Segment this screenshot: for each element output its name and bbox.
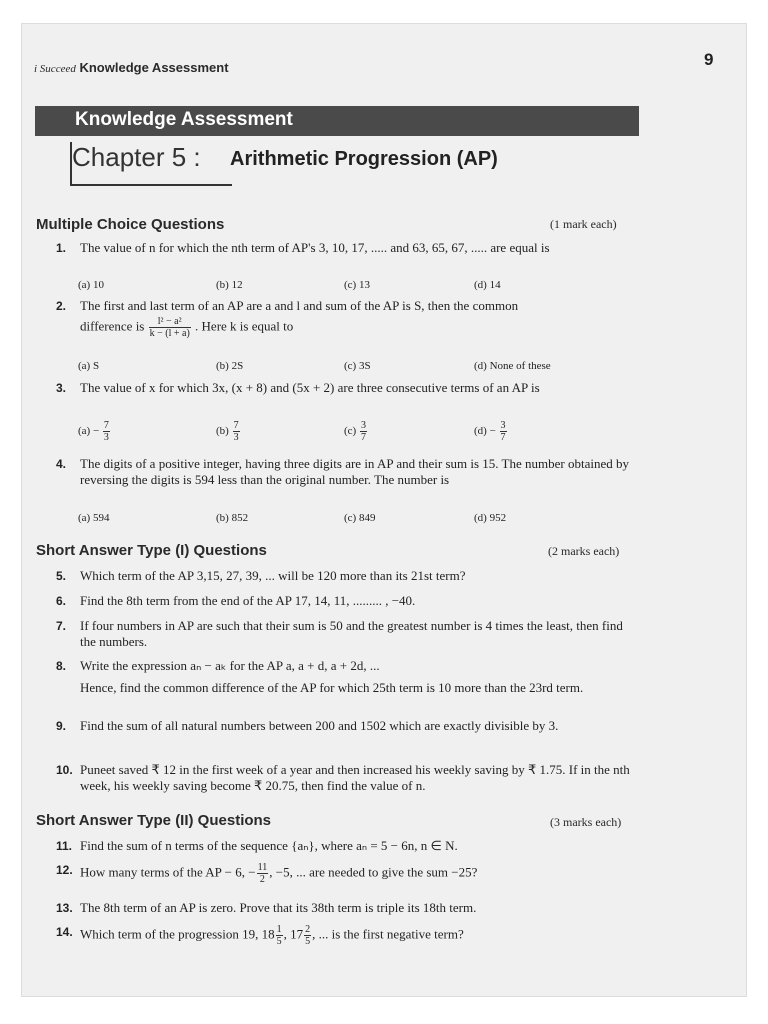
fraction-denominator: 2 xyxy=(259,874,265,885)
fraction-denominator: 7 xyxy=(360,432,366,443)
option-b: (b) 852 xyxy=(216,512,249,524)
question-7 xyxy=(56,618,646,650)
question-number: 7. xyxy=(56,619,67,633)
sa2-heading: Short Answer Type (II) Questions xyxy=(36,812,272,829)
textbook-page xyxy=(22,24,746,996)
question-number: 11. xyxy=(56,839,73,853)
option-c xyxy=(344,420,368,443)
question-number: 1. xyxy=(56,241,67,255)
question-3 xyxy=(56,380,646,396)
fraction-numerator: 3 xyxy=(500,420,506,431)
question-text: The value of x for which 3x, (x + 8) and (5x + 2) are three consecutive terms of an AP is xyxy=(80,380,540,395)
question-number: 10. xyxy=(56,763,73,777)
question-2-line2 xyxy=(56,316,646,339)
fraction-numerator: 3 xyxy=(360,420,366,431)
question-number: 13. xyxy=(56,901,73,915)
fraction-numerator: 7 xyxy=(103,420,109,431)
question-number: 3. xyxy=(56,381,67,395)
fraction-numerator: 11 xyxy=(257,862,268,873)
question-number: 5. xyxy=(56,569,67,583)
question-text: The 8th term of an AP is zero. Prove that its 38th term is triple its 18th term. xyxy=(80,900,477,915)
question-text: . Here k is equal to xyxy=(195,318,294,334)
option-d: (d) None of these xyxy=(474,360,551,372)
fraction-numerator: 1 xyxy=(276,924,282,935)
mcq-heading: Multiple Choice Questions xyxy=(36,216,225,233)
question-text: , −5, ... are needed to give the sum −25? xyxy=(269,864,478,880)
option-a: (a) 594 xyxy=(78,512,110,524)
option-d: (d) 952 xyxy=(474,512,507,524)
option-c: (c) 3S xyxy=(344,360,371,372)
option-label: (a) − xyxy=(78,425,100,438)
option-a xyxy=(78,420,111,443)
question-8 xyxy=(56,658,646,696)
option-b: (b) 12 xyxy=(216,279,243,291)
question-text: Hence, find the common difference of the AP for which 25th term is 10 more than the 23rd term. xyxy=(80,680,584,695)
section-banner xyxy=(35,106,639,136)
option-c: (c) 849 xyxy=(344,512,376,524)
question-number: 6. xyxy=(56,594,67,608)
question-text: difference is xyxy=(80,318,145,334)
question-number: 14. xyxy=(56,925,73,939)
question-13 xyxy=(56,900,646,916)
question-text: How many terms of the AP − 6, − xyxy=(80,864,256,880)
question-text: Which term of the AP 3,15, 27, 39, ... will be 120 more than its 21st term? xyxy=(80,568,466,583)
question-14 xyxy=(56,924,646,947)
question-text: Write the expression aₙ − aₖ for the AP a, a + d, a + 2d, ... xyxy=(80,658,380,673)
fraction xyxy=(276,924,283,947)
question-5 xyxy=(56,568,646,584)
question-text: , ... is the first negative term? xyxy=(312,926,464,942)
question-text: , 17 xyxy=(283,926,304,942)
chapter-prefix: Chapter 5 : xyxy=(72,142,201,172)
sa2-marks: (3 marks each) xyxy=(550,815,622,829)
question-text: The first and last term of an AP are a and l and sum of the AP is S, then the common xyxy=(80,298,519,313)
option-label: (d) − xyxy=(474,425,496,438)
option-d xyxy=(474,420,508,443)
question-number: 9. xyxy=(56,719,67,733)
question-number: 8. xyxy=(56,659,67,673)
question-text: The value of n for which the nth term of AP's 3, 10, 17, ..... and 63, 65, 67, ..... are equal is xyxy=(80,240,550,255)
option-a: (a) S xyxy=(78,360,100,372)
option-a: (a) 10 xyxy=(78,279,104,291)
fraction-denominator: 3 xyxy=(103,432,109,443)
option-b xyxy=(216,420,241,443)
fraction-numerator: l² − a² xyxy=(149,316,191,328)
fraction-denominator: k − (l + a) xyxy=(149,328,190,339)
fraction-denominator: 3 xyxy=(233,432,239,443)
sa1-heading: Short Answer Type (I) Questions xyxy=(36,542,267,559)
question-text: Puneet saved ₹ 12 in the first week of a year and then increased his weekly saving by ₹ 1.75. If in the nth week, his weekly saving become ₹ 20.75, then find the value of n. xyxy=(80,762,630,793)
fraction-denominator: 5 xyxy=(276,936,282,947)
fraction-denominator: 5 xyxy=(305,936,311,947)
question-12 xyxy=(56,862,646,885)
fraction-numerator: 2 xyxy=(305,924,311,935)
sa1-marks: (2 marks each) xyxy=(548,544,620,558)
fraction xyxy=(149,316,191,339)
option-b: (b) 2S xyxy=(216,360,244,372)
question-text: Find the sum of n terms of the sequence {aₙ}, where aₙ = 5 − 6n, n ∈ N. xyxy=(80,838,458,853)
question-number: 2. xyxy=(56,299,67,313)
fraction-denominator: 7 xyxy=(500,432,506,443)
question-number: 4. xyxy=(56,457,67,471)
question-text: Which term of the progression 19, 18 xyxy=(80,926,275,942)
question-11 xyxy=(56,838,646,854)
fraction xyxy=(257,862,269,885)
header-title: Knowledge Assessment xyxy=(79,60,229,75)
question-2 xyxy=(56,298,646,314)
question-6 xyxy=(56,593,646,609)
question-4 xyxy=(56,456,646,488)
fraction xyxy=(304,924,311,947)
chapter-heading xyxy=(70,142,498,186)
question-10 xyxy=(56,762,646,794)
running-header xyxy=(34,60,229,75)
option-label: (b) xyxy=(216,425,229,438)
option-d: (d) 14 xyxy=(474,279,501,291)
question-9 xyxy=(56,718,646,734)
option-c: (c) 13 xyxy=(344,279,370,291)
mcq-marks: (1 mark each) xyxy=(550,217,617,231)
question-number: 12. xyxy=(56,863,73,877)
page-number: 9 xyxy=(704,50,714,69)
question-1 xyxy=(56,240,646,256)
fraction-numerator: 7 xyxy=(233,420,239,431)
question-text: If four numbers in AP are such that their sum is 50 and the greatest number is 4 times the least, then find the numbers. xyxy=(80,618,623,649)
question-text: Find the 8th term from the end of the AP 17, 14, 11, ......... , −40. xyxy=(80,593,416,608)
banner-label: Knowledge Assessment xyxy=(75,109,293,130)
option-label: (c) xyxy=(344,425,357,438)
question-text: The digits of a positive integer, having three digits are in AP and their sum is 15. The number obtained by reversing the digits is 594 less than the original number. The number is xyxy=(80,456,629,487)
brand-logo: i Succeed xyxy=(34,63,76,75)
question-text: Find the sum of all natural numbers between 200 and 1502 which are exactly divisible by 3. xyxy=(80,718,559,733)
chapter-title: Arithmetic Progression (AP) xyxy=(230,148,498,170)
